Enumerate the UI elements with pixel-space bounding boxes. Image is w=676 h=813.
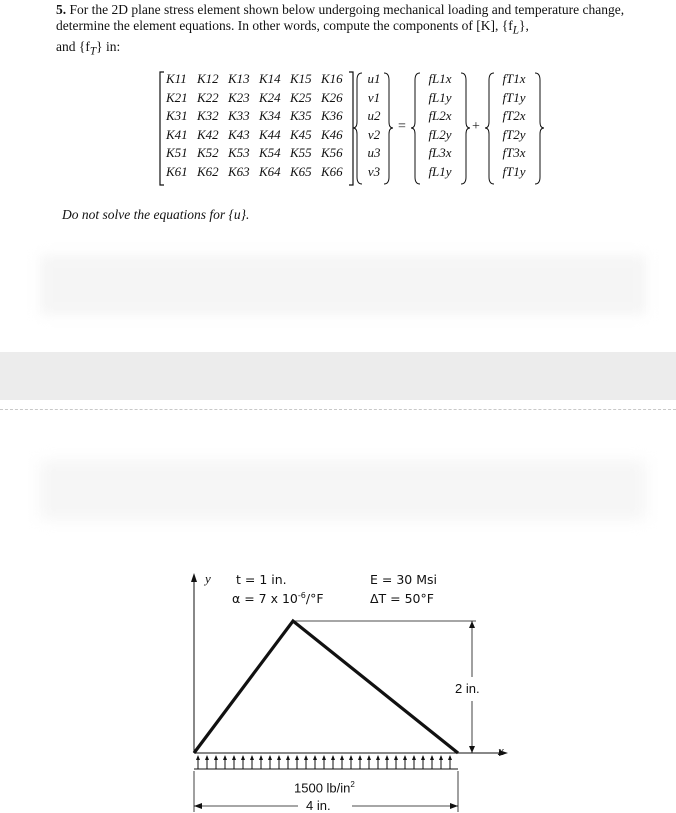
matrix-cell: K64 — [259, 163, 281, 179]
vector-entry: fL3x — [428, 145, 452, 160]
modulus-label: E = 30 Msi — [370, 572, 437, 587]
matrix-cell: K53 — [228, 145, 250, 160]
width-dimension-label: 4 in. — [306, 798, 331, 813]
load-exponent: 2 — [350, 780, 355, 789]
vector-entry: fT2x — [502, 108, 526, 123]
plus-sign: + — [472, 119, 480, 134]
matrix-row — [166, 163, 352, 182]
vector-entry: u3 — [367, 145, 381, 160]
x-axis-label: x — [498, 743, 504, 758]
vector-entry: u2 — [367, 108, 381, 123]
matrix-cell: K32 — [197, 108, 219, 123]
problem-text-line3-end: } in: — [96, 38, 121, 54]
blurred-region — [40, 460, 646, 520]
matrix-cell: K43 — [228, 126, 250, 142]
matrix-cell: K51 — [166, 145, 188, 160]
alpha-exponent: -6 — [297, 591, 306, 600]
matrix-cell: K44 — [259, 126, 281, 142]
stiffness-matrix — [166, 70, 352, 181]
thermal-load-vector — [491, 70, 537, 181]
matrix-row — [166, 89, 352, 108]
vector-entry: fT1x — [502, 71, 526, 86]
matrix-cell: K62 — [197, 163, 219, 179]
matrix-cell: K33 — [228, 108, 250, 123]
problem-text-sep: }, — [519, 18, 529, 33]
matrix-cell: K14 — [259, 71, 281, 86]
height-dimension-label: 2 in. — [455, 681, 480, 696]
vector-entry: u1 — [367, 71, 381, 86]
matrix-cell: K22 — [197, 89, 219, 105]
matrix-cell: K42 — [197, 126, 219, 142]
problem-number: 5. — [56, 2, 67, 17]
matrix-cell: K24 — [259, 89, 281, 105]
matrix-row — [166, 126, 352, 145]
vector-entry: fL1y — [428, 163, 452, 179]
matrix-cell: K25 — [290, 89, 312, 105]
alpha-label — [232, 591, 324, 606]
matrix-cell: K61 — [166, 163, 188, 179]
vector-entry: fT1y — [502, 89, 526, 105]
matrix-row — [166, 144, 352, 163]
matrix-row — [166, 107, 352, 126]
gray-band — [0, 352, 676, 400]
matrix-cell: K34 — [259, 108, 281, 123]
matrix-cell: K35 — [290, 108, 312, 123]
vector-entry: fL1x — [428, 71, 452, 86]
problem-statement: 5. For the 2D plane stress element shown below undergoing mechanical loading and temperature change, determine the element equations. In other words, compute the components of [K], $\{f_L\}$, and $\{f_T\}$ in: — [56, 2, 625, 58]
vector-entry: fT1y — [502, 163, 526, 179]
matrix-cell: K26 — [321, 89, 343, 105]
matrix-cell: K54 — [259, 145, 281, 160]
vector-entry: v3 — [367, 163, 381, 179]
matrix-cell: K52 — [197, 145, 219, 160]
vector-entry: v2 — [367, 126, 381, 142]
element-figure — [180, 565, 510, 812]
matrix-cell: K13 — [228, 71, 250, 86]
matrix-cell: K45 — [290, 126, 312, 142]
thickness-label: t = 1 in. — [236, 572, 287, 587]
vector-entry: fL2y — [428, 126, 452, 142]
matrix-cell: K65 — [290, 163, 312, 179]
vector-entry: fL2x — [428, 108, 452, 123]
matrix-cell: K11 — [166, 71, 187, 86]
matrix-row — [166, 70, 352, 89]
blurred-region — [40, 255, 646, 315]
matrix-cell: K15 — [290, 71, 312, 86]
alpha-value: α = 7 x 10 — [232, 591, 298, 607]
matrix-cell: K12 — [197, 71, 219, 86]
vector-entry: v1 — [367, 89, 381, 105]
displacement-vector — [361, 70, 387, 181]
delta-t-label: ΔT = 50°F — [370, 591, 434, 606]
matrix-cell: K56 — [321, 145, 343, 160]
problem-text: For the 2D plane stress element shown below undergoing mechanical loading and temperature change, determine the element equations. In other words, compute the components of [K], {f — [56, 2, 625, 33]
mechanical-load-vector — [417, 70, 463, 181]
matrix-cell: K36 — [321, 108, 343, 123]
matrix-cell: K66 — [321, 163, 343, 179]
dashed-divider — [0, 409, 676, 410]
matrix-cell: K55 — [290, 145, 312, 160]
problem-text-line3: and {f — [56, 38, 90, 54]
equals-sign: = — [398, 119, 406, 134]
matrix-cell: K31 — [166, 108, 188, 123]
vector-entry: fT3x — [502, 145, 526, 160]
load-label — [294, 780, 355, 795]
vector-entry: fL1y — [428, 89, 452, 105]
vector-entry: fT2y — [502, 126, 526, 142]
load-value: 1500 lb/in — [294, 780, 351, 796]
matrix-cell: K16 — [321, 71, 343, 86]
alpha-unit: /°F — [305, 591, 324, 607]
matrix-cell: K23 — [228, 89, 250, 105]
matrix-cell: K41 — [166, 126, 188, 142]
y-axis-label: y — [205, 571, 211, 586]
matrix-cell: K46 — [321, 126, 343, 142]
matrix-cell: K21 — [166, 89, 188, 105]
matrix-cell: K63 — [228, 163, 250, 179]
instruction-note: Do not solve the equations for {u}. — [62, 207, 250, 222]
